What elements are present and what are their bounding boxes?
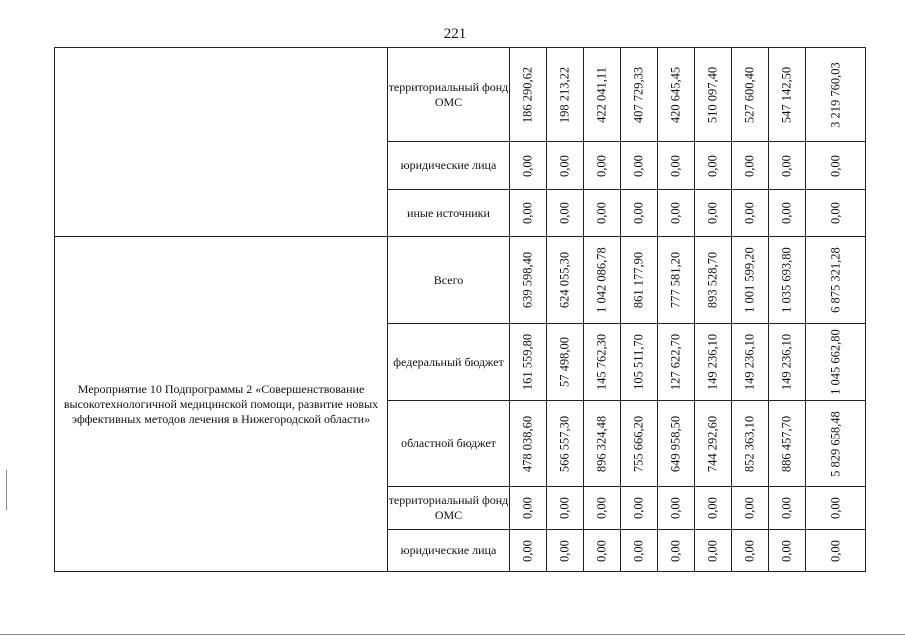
table-row bbox=[55, 237, 866, 324]
value-text: 0,00 bbox=[828, 202, 842, 224]
year-value-cell bbox=[510, 142, 547, 190]
year-value-cell bbox=[510, 190, 547, 237]
year-value-cell bbox=[769, 237, 806, 324]
value-text: 893 528,70 bbox=[705, 251, 720, 309]
value-text: 0,00 bbox=[668, 497, 683, 519]
year-value-cell bbox=[732, 487, 769, 530]
year-value-cell bbox=[658, 401, 695, 487]
year-value-cell bbox=[547, 401, 584, 487]
value-text: 1 042 086,78 bbox=[594, 247, 609, 313]
value-text: 149 236,10 bbox=[705, 333, 720, 391]
value-text: 0,00 bbox=[594, 154, 609, 177]
year-value-cell bbox=[658, 142, 695, 190]
year-value-cell bbox=[547, 237, 584, 324]
year-value-cell bbox=[695, 324, 732, 401]
value-text: 0,00 bbox=[742, 202, 757, 224]
total-value-cell bbox=[806, 142, 866, 190]
value-text: 1 035 693,80 bbox=[779, 247, 794, 313]
value-text: 0,00 bbox=[631, 154, 646, 177]
table-row bbox=[55, 48, 866, 142]
year-value-cell bbox=[584, 48, 621, 142]
value-text: 547 142,50 bbox=[779, 66, 794, 123]
year-value-cell bbox=[695, 237, 732, 324]
funding-source-cell: территориальный фонд ОМС bbox=[388, 487, 510, 530]
value-text: 149 236,10 bbox=[742, 333, 757, 391]
value-text: 0,00 bbox=[779, 539, 794, 562]
year-value-cell bbox=[732, 530, 769, 572]
value-text: 510 097,40 bbox=[705, 66, 720, 123]
value-text: 852 363,10 bbox=[742, 415, 757, 472]
value-text: 896 324,48 bbox=[594, 415, 609, 472]
year-value-cell bbox=[769, 142, 806, 190]
value-text: 6 875 321,28 bbox=[828, 247, 842, 313]
funding-source-cell: Всего bbox=[388, 237, 510, 324]
value-text: 127 622,70 bbox=[668, 333, 683, 391]
funding-source-cell: юридические лица bbox=[388, 142, 510, 190]
year-value-cell bbox=[658, 237, 695, 324]
value-text: 0,00 bbox=[779, 202, 794, 224]
value-text: 0,00 bbox=[779, 497, 794, 519]
value-text: 0,00 bbox=[705, 539, 720, 562]
year-value-cell bbox=[769, 487, 806, 530]
year-value-cell bbox=[510, 48, 547, 142]
value-text: 0,00 bbox=[779, 154, 794, 177]
value-text: 420 645,45 bbox=[668, 66, 683, 123]
value-text: 0,00 bbox=[520, 202, 535, 224]
value-text: 105 511,70 bbox=[631, 334, 646, 390]
year-value-cell bbox=[621, 190, 658, 237]
year-value-cell bbox=[510, 530, 547, 572]
year-value-cell bbox=[769, 401, 806, 487]
value-text: 161 559,80 bbox=[520, 333, 535, 391]
value-text: 0,00 bbox=[828, 154, 842, 177]
value-text: 0,00 bbox=[520, 539, 535, 562]
value-text: 527 600,40 bbox=[742, 66, 757, 123]
total-value-cell bbox=[806, 487, 866, 530]
value-text: 149 236,10 bbox=[779, 333, 794, 391]
year-value-cell bbox=[547, 530, 584, 572]
value-text: 0,00 bbox=[594, 202, 609, 224]
year-value-cell bbox=[769, 48, 806, 142]
value-text: 0,00 bbox=[594, 497, 609, 519]
total-value-cell bbox=[806, 530, 866, 572]
value-text: 0,00 bbox=[557, 154, 572, 177]
value-text: 0,00 bbox=[668, 154, 683, 177]
value-text: 57 498,00 bbox=[557, 337, 572, 387]
year-value-cell bbox=[547, 142, 584, 190]
year-value-cell bbox=[658, 487, 695, 530]
funding-source-cell: федеральный бюджет bbox=[388, 324, 510, 401]
year-value-cell bbox=[769, 530, 806, 572]
value-text: 0,00 bbox=[742, 539, 757, 562]
value-text: 649 958,50 bbox=[668, 415, 683, 472]
funding-source-cell: иные источники bbox=[388, 190, 510, 237]
total-value-cell bbox=[806, 237, 866, 324]
value-text: 0,00 bbox=[705, 497, 720, 519]
value-text: 744 292,60 bbox=[705, 415, 720, 472]
year-value-cell bbox=[621, 530, 658, 572]
year-value-cell bbox=[584, 237, 621, 324]
value-text: 0,00 bbox=[828, 539, 842, 562]
value-text: 0,00 bbox=[631, 497, 646, 519]
year-value-cell bbox=[695, 142, 732, 190]
funding-source-cell: юридические лица bbox=[388, 530, 510, 572]
value-text: 1 001 599,20 bbox=[742, 247, 757, 313]
value-text: 0,00 bbox=[668, 539, 683, 562]
year-value-cell bbox=[584, 401, 621, 487]
funding-source-cell: областной бюджет bbox=[388, 401, 510, 487]
year-value-cell bbox=[695, 190, 732, 237]
year-value-cell bbox=[547, 190, 584, 237]
value-text: 0,00 bbox=[705, 154, 720, 177]
year-value-cell bbox=[732, 142, 769, 190]
year-value-cell bbox=[732, 324, 769, 401]
value-text: 198 213,22 bbox=[557, 66, 572, 123]
year-value-cell bbox=[732, 237, 769, 324]
value-text: 1 045 662,80 bbox=[828, 329, 842, 395]
value-text: 0,00 bbox=[631, 202, 646, 224]
year-value-cell bbox=[621, 401, 658, 487]
value-text: 422 041,11 bbox=[594, 66, 609, 123]
year-value-cell bbox=[510, 487, 547, 530]
value-text: 0,00 bbox=[557, 202, 572, 224]
value-text: 0,00 bbox=[705, 202, 720, 224]
year-value-cell bbox=[695, 401, 732, 487]
financing-table bbox=[54, 47, 866, 572]
year-value-cell bbox=[695, 487, 732, 530]
value-text: 861 177,90 bbox=[631, 251, 646, 309]
value-text: 0,00 bbox=[594, 539, 609, 562]
activity-description-cell bbox=[55, 237, 388, 572]
value-text: 566 557,30 bbox=[557, 415, 572, 472]
year-value-cell bbox=[510, 324, 547, 401]
year-value-cell bbox=[732, 401, 769, 487]
year-value-cell bbox=[510, 237, 547, 324]
activity-description: Мероприятие 10 Подпрограммы 2 «Совершенствование высокотехнологичной медицинской помощи, развитие новых эффективных методов лечения в Нижегородской области» bbox=[63, 381, 379, 426]
year-value-cell bbox=[621, 237, 658, 324]
year-value-cell bbox=[547, 48, 584, 142]
year-value-cell bbox=[547, 324, 584, 401]
year-value-cell bbox=[732, 48, 769, 142]
total-value-cell bbox=[806, 401, 866, 487]
year-value-cell bbox=[621, 324, 658, 401]
year-value-cell bbox=[695, 48, 732, 142]
value-text: 777 581,20 bbox=[668, 251, 683, 309]
year-value-cell bbox=[658, 190, 695, 237]
value-text: 0,00 bbox=[668, 202, 683, 224]
year-value-cell bbox=[658, 324, 695, 401]
value-text: 0,00 bbox=[557, 497, 572, 519]
year-value-cell bbox=[695, 530, 732, 572]
total-value-cell bbox=[806, 190, 866, 237]
value-text: 639 598,40 bbox=[520, 251, 535, 309]
year-value-cell bbox=[621, 487, 658, 530]
value-text: 0,00 bbox=[742, 154, 757, 177]
year-value-cell bbox=[510, 401, 547, 487]
left-margin-mark bbox=[6, 470, 7, 510]
value-text: 624 055,30 bbox=[557, 251, 572, 309]
value-text: 0,00 bbox=[631, 539, 646, 562]
year-value-cell bbox=[732, 190, 769, 237]
value-text: 145 762,30 bbox=[594, 333, 609, 391]
value-text: 0,00 bbox=[742, 497, 757, 519]
year-value-cell bbox=[769, 324, 806, 401]
year-value-cell bbox=[769, 190, 806, 237]
year-value-cell bbox=[658, 530, 695, 572]
value-text: 0,00 bbox=[557, 539, 572, 562]
activity-description-cell bbox=[55, 48, 388, 237]
value-text: 186 290,62 bbox=[520, 66, 535, 123]
value-text: 3 219 760,03 bbox=[828, 61, 842, 128]
year-value-cell bbox=[658, 48, 695, 142]
year-value-cell bbox=[584, 487, 621, 530]
bottom-rule bbox=[0, 634, 905, 635]
total-value-cell bbox=[806, 324, 866, 401]
value-text: 0,00 bbox=[828, 497, 842, 519]
value-text: 0,00 bbox=[520, 154, 535, 177]
year-value-cell bbox=[621, 48, 658, 142]
value-text: 5 829 658,48 bbox=[828, 410, 842, 477]
year-value-cell bbox=[584, 142, 621, 190]
year-value-cell bbox=[584, 530, 621, 572]
year-value-cell bbox=[547, 487, 584, 530]
value-text: 755 666,20 bbox=[631, 415, 646, 472]
value-text: 407 729,33 bbox=[631, 66, 646, 123]
value-text: 0,00 bbox=[520, 497, 535, 519]
funding-source-cell: территориальный фонд ОМС bbox=[388, 48, 510, 142]
year-value-cell bbox=[584, 324, 621, 401]
page-number: 221 bbox=[443, 26, 467, 42]
value-text: 478 038,60 bbox=[520, 415, 535, 472]
value-text: 886 457,70 bbox=[779, 415, 794, 472]
year-value-cell bbox=[621, 142, 658, 190]
total-value-cell bbox=[806, 48, 866, 142]
year-value-cell bbox=[584, 190, 621, 237]
